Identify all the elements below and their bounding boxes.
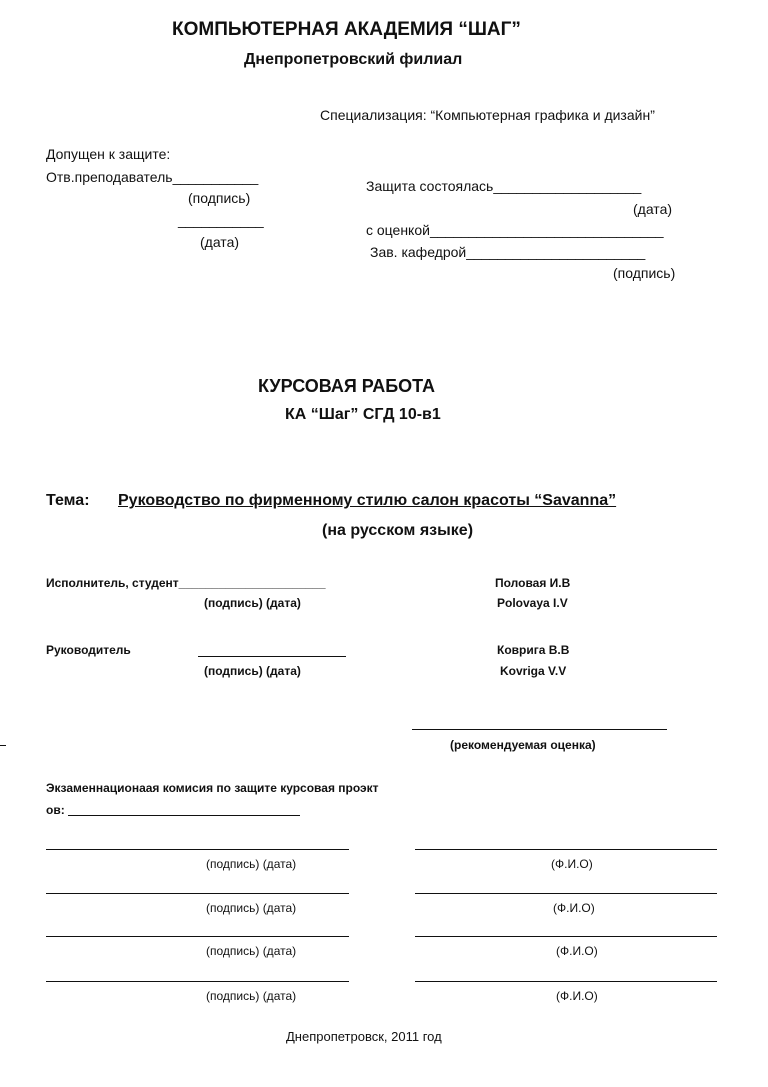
commission-row-1-left-line: [46, 849, 349, 850]
defense-date-caption: (дата): [633, 201, 673, 217]
commission-row-2-right-line: [415, 893, 717, 894]
specialization-text: Специализация: “Компьютерная графика и дизайн”: [320, 107, 655, 123]
department-head-signature-caption: (подпись): [613, 265, 676, 281]
footer-city-year: Днепропетровск, 2011 год: [286, 1029, 442, 1044]
commission-row-1-right-line: [415, 849, 717, 850]
teacher-line: Отв.преподаватель___________: [46, 169, 259, 185]
supervisor-signature-line: [198, 656, 346, 657]
supervisor-caption: (подпись) (дата): [204, 664, 301, 678]
recommended-grade-line: [412, 729, 667, 730]
commission-row-4-right-caption: (Ф.И.О): [556, 989, 598, 1003]
commission-row-2-left-caption: (подпись) (дата): [206, 901, 297, 915]
branch-title: Днепропетровский филиал: [244, 51, 463, 68]
academy-title: КОМПЬЮТЕРНАЯ АКАДЕМИЯ “ШАГ”: [172, 19, 521, 40]
topic-language: (на русском языке): [322, 522, 474, 539]
work-title: КУРСОВАЯ РАБОТА: [258, 376, 436, 396]
student-name: Половая И.В: [495, 576, 571, 590]
topic-text: Руководство по фирменному стилю салон красоты “Savanna”: [118, 492, 617, 509]
commission-title: Экзаменнационаая комисия по защите курсовая проэкт: [46, 781, 379, 795]
supervisor-name-latin: Kovriga V.V: [500, 664, 567, 678]
work-group: КА “Шаг” СГД 10-в1: [285, 406, 441, 423]
defense-grade-line: с оценкой______________________________: [366, 222, 664, 238]
student-label: Исполнитель, студент______________________: [46, 576, 326, 590]
commission-title-line: [68, 815, 300, 816]
commission-row-4-right-line: [415, 981, 717, 982]
admitted-label: Допущен к защите:: [46, 146, 171, 162]
supervisor-name: Коврига В.В: [497, 643, 570, 657]
topic-label: Тема:: [46, 492, 90, 509]
supervisor-label: Руководитель: [46, 643, 131, 657]
commission-row-3-left-caption: (подпись) (дата): [206, 944, 297, 958]
commission-row-2-right-caption: (Ф.И.О): [553, 901, 595, 915]
commission-row-4-left-line: [46, 981, 349, 982]
recommended-grade-caption: (рекомендуемая оценка): [450, 738, 596, 752]
student-name-latin: Polovaya I.V: [497, 596, 568, 610]
department-head-line: Зав. кафедрой_______________________: [370, 244, 646, 260]
commission-row-3-right-line: [415, 936, 717, 937]
commission-title-cont: ов:: [46, 803, 65, 817]
commission-row-1-left-caption: (подпись) (дата): [206, 857, 297, 871]
commission-row-3-right-caption: (Ф.И.О): [556, 944, 598, 958]
defense-held-line: Защита состоялась___________________: [366, 178, 642, 194]
teacher-date-caption: (дата): [200, 234, 240, 250]
commission-row-1-right-caption: (Ф.И.О): [551, 857, 593, 871]
commission-row-2-left-line: [46, 893, 349, 894]
teacher-signature-caption: (подпись): [188, 190, 251, 206]
teacher-date-blank: ___________: [178, 212, 264, 228]
student-caption: (подпись) (дата): [204, 596, 301, 610]
commission-row-4-left-caption: (подпись) (дата): [206, 989, 297, 1003]
commission-row-3-left-line: [46, 936, 349, 937]
margin-mark: [0, 745, 6, 746]
